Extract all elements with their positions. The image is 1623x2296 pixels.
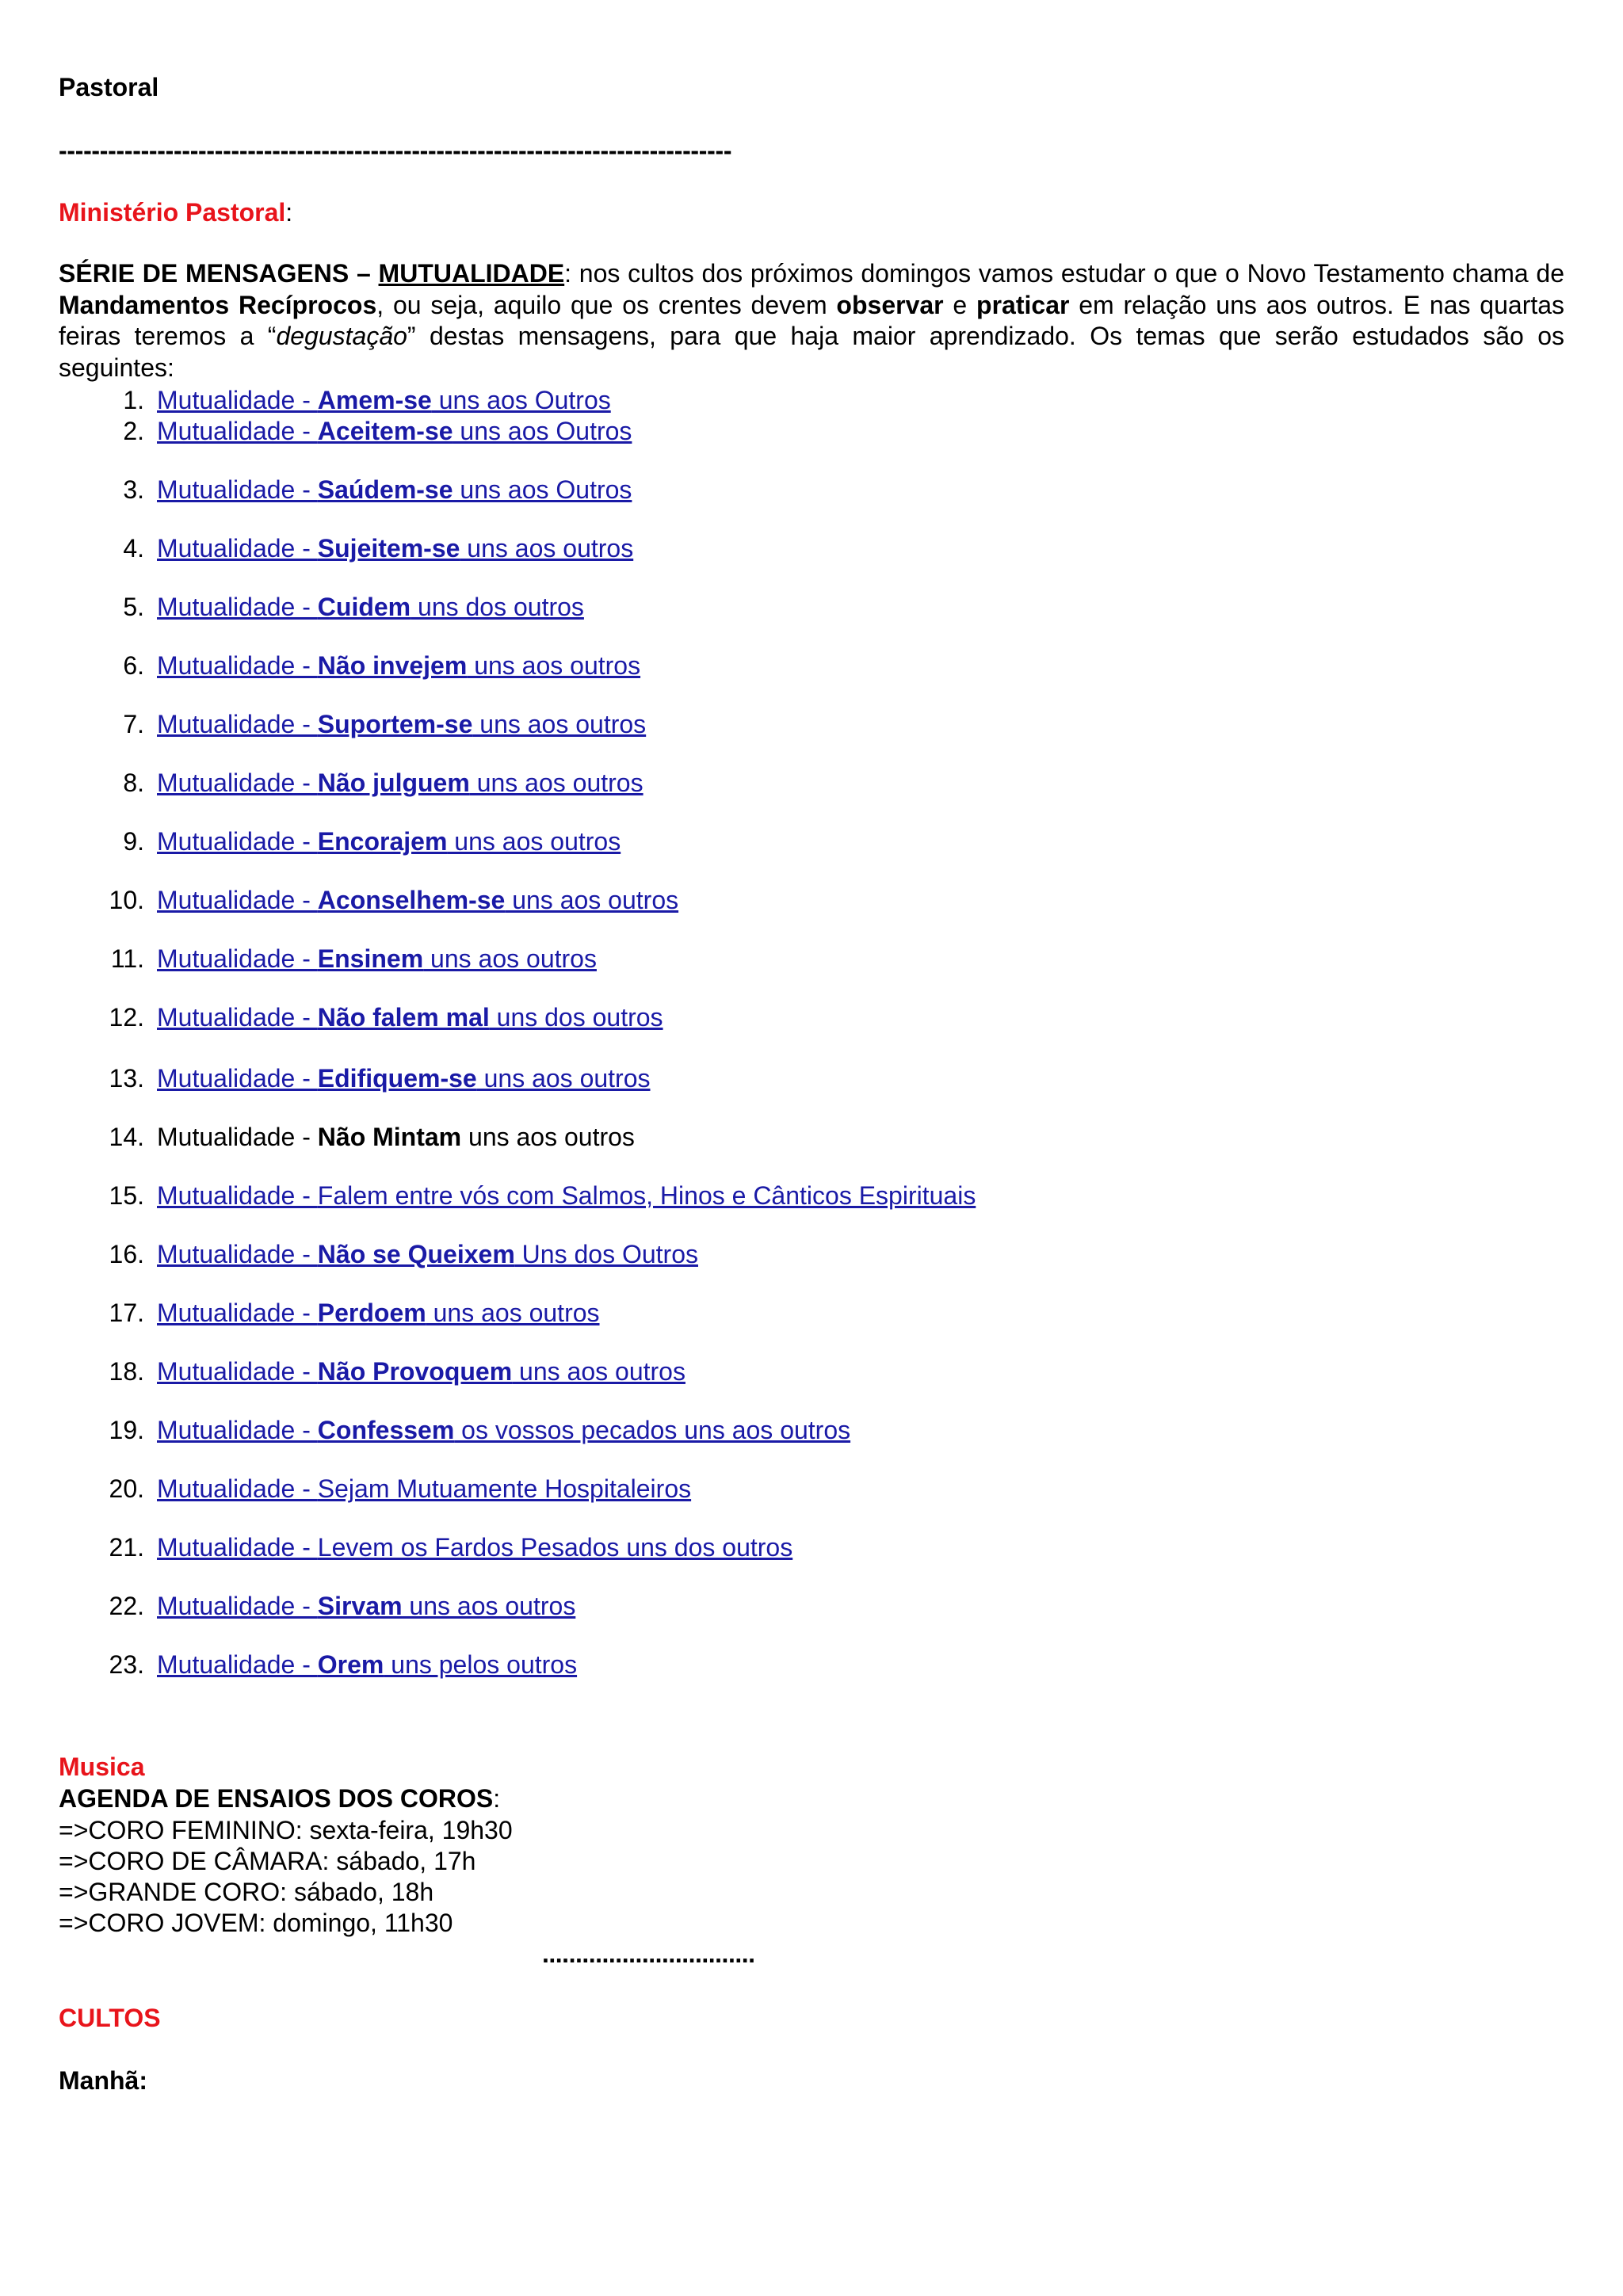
- message-link[interactable]: [157, 650, 640, 681]
- message-rest: uns aos outros: [402, 1592, 576, 1620]
- message-rest: Levem os Fardos Pesados uns dos outros: [317, 1533, 793, 1562]
- serie-text-3: e: [943, 290, 977, 319]
- musica-title: Musica: [59, 1753, 145, 1781]
- message-rest: uns aos Outros: [453, 417, 632, 445]
- message-prefix: Mutualidade -: [157, 1181, 318, 1210]
- message-prefix: Mutualidade -: [157, 769, 318, 797]
- message-keyword: Não julguem: [317, 769, 470, 797]
- message-link[interactable]: [157, 474, 632, 505]
- message-link[interactable]: [157, 384, 611, 416]
- message-rest: uns dos outros: [411, 593, 584, 621]
- message-rest: uns aos outros: [512, 1357, 685, 1386]
- cultos-title: CULTOS: [59, 2004, 161, 2032]
- message-prefix: Mutualidade -: [157, 1064, 318, 1093]
- message-rest: uns aos outros: [447, 827, 621, 856]
- message-prefix: Mutualidade -: [157, 1357, 318, 1386]
- message-keyword: Não falem mal: [317, 1003, 490, 1032]
- message-prefix: Mutualidade -: [157, 1240, 318, 1268]
- coro-line: =>CORO JOVEM: domingo, 11h30: [59, 1909, 453, 1937]
- message-rest: uns aos outros: [423, 944, 597, 973]
- message-link[interactable]: [157, 884, 678, 916]
- serie-text-2: , ou seja, aquilo que os crentes devem: [376, 290, 837, 319]
- message-keyword: Ensinem: [317, 944, 424, 973]
- message-number: 16.: [109, 1240, 144, 1268]
- message-link[interactable]: [157, 943, 597, 974]
- message-keyword: Não invejem: [317, 651, 468, 680]
- message-number: 9.: [123, 827, 144, 856]
- message-number: 1.: [123, 386, 144, 414]
- message-prefix: Mutualidade -: [157, 886, 318, 914]
- message-keyword: Não Mintam: [317, 1123, 462, 1151]
- message-keyword: Não se Queixem: [317, 1240, 515, 1268]
- message-rest: Falem entre vós com Salmos, Hinos e Cânticos Espirituais: [317, 1181, 976, 1210]
- message-rest: os vossos pecados uns aos outros: [454, 1416, 851, 1444]
- message-keyword: Cuidem: [317, 593, 411, 621]
- message-prefix: Mutualidade -: [157, 1003, 318, 1032]
- serie-text-1: : nos cultos dos próximos domingos vamos estudar o que o Novo Testamento chama de: [564, 259, 1565, 288]
- message-keyword: Aconselhem-se: [317, 886, 506, 914]
- message-keyword: Sirvam: [317, 1592, 403, 1620]
- coro-line: =>GRANDE CORO: sábado, 18h: [59, 1878, 434, 1906]
- message-keyword: Amem-se: [317, 386, 432, 414]
- message-number: 3.: [123, 475, 144, 504]
- message-number: 17.: [109, 1299, 144, 1327]
- message-number: 10.: [109, 886, 144, 914]
- message-keyword: Sujeitem-se: [317, 534, 460, 563]
- message-link[interactable]: [157, 1590, 575, 1622]
- message-title: [157, 1121, 635, 1153]
- message-link[interactable]: [157, 1473, 691, 1505]
- message-prefix: Mutualidade -: [157, 475, 318, 504]
- message-keyword: Edifiquem-se: [317, 1064, 477, 1093]
- message-prefix: Mutualidade -: [157, 1592, 318, 1620]
- message-number: 5.: [123, 593, 144, 621]
- message-link[interactable]: [157, 591, 584, 623]
- message-rest: uns aos outros: [461, 1123, 635, 1151]
- message-rest: uns aos outros: [460, 534, 634, 563]
- message-prefix: Mutualidade -: [157, 1299, 318, 1327]
- message-number: 12.: [109, 1003, 144, 1032]
- message-rest: Sejam Mutuamente Hospitaleiros: [317, 1474, 692, 1503]
- message-prefix: Mutualidade -: [157, 651, 318, 680]
- message-link[interactable]: [157, 826, 621, 857]
- ministerio-colon: :: [285, 198, 293, 227]
- message-link[interactable]: [157, 1001, 663, 1033]
- message-prefix: Mutualidade -: [157, 1474, 318, 1503]
- serie-topic: MUTUALIDADE: [378, 259, 565, 288]
- serie-text-5: ” destas mensagens, para que haja maior aprendizado. Os temas que serão estudados são os seguintes:: [59, 322, 1565, 382]
- message-number: 18.: [109, 1357, 144, 1386]
- message-number: 23.: [109, 1650, 144, 1679]
- message-link[interactable]: [157, 1180, 976, 1211]
- message-prefix: Mutualidade -: [157, 827, 318, 856]
- coro-line: =>CORO FEMININO: sexta-feira, 19h30: [59, 1816, 513, 1844]
- separator-line: ----------------------------------------------------------------------------------: [59, 136, 732, 165]
- message-number: 21.: [109, 1533, 144, 1562]
- message-number: 8.: [123, 769, 144, 797]
- message-keyword: Perdoem: [317, 1299, 426, 1327]
- message-rest: uns aos outros: [505, 886, 679, 914]
- message-link[interactable]: [157, 532, 633, 564]
- coro-line: =>CORO DE CÂMARA: sábado, 17h: [59, 1847, 476, 1875]
- serie-intro-paragraph: [59, 258, 1564, 383]
- message-link[interactable]: [157, 708, 646, 740]
- message-prefix: Mutualidade -: [157, 1416, 318, 1444]
- message-link[interactable]: [157, 1414, 850, 1446]
- serie-bold-3: praticar: [976, 290, 1070, 319]
- message-keyword: Aceitem-se: [317, 417, 453, 445]
- message-prefix: Mutualidade -: [157, 534, 318, 563]
- message-rest: uns pelos outros: [384, 1650, 578, 1679]
- message-prefix: Mutualidade -: [157, 1533, 318, 1562]
- message-rest: uns aos Outros: [431, 386, 611, 414]
- message-number: 13.: [109, 1064, 144, 1093]
- message-link[interactable]: [157, 415, 632, 447]
- message-link[interactable]: [157, 1531, 792, 1563]
- message-keyword: Orem: [317, 1650, 384, 1679]
- agenda-colon: :: [493, 1784, 501, 1813]
- message-keyword: Encorajem: [317, 827, 448, 856]
- message-link[interactable]: [157, 1649, 577, 1680]
- agenda-label: AGENDA DE ENSAIOS DOS COROS: [59, 1784, 494, 1813]
- message-keyword: Não Provoquem: [317, 1357, 513, 1386]
- serie-italic: degustação: [276, 322, 407, 350]
- message-number: 6.: [123, 651, 144, 680]
- message-number: 14.: [109, 1123, 144, 1151]
- message-rest: Uns dos Outros: [514, 1240, 698, 1268]
- ministerio-heading: [59, 196, 292, 228]
- message-number: 11.: [110, 944, 144, 973]
- message-link[interactable]: [157, 1356, 685, 1387]
- serie-label: SÉRIE DE MENSAGENS –: [59, 259, 371, 288]
- message-keyword: Saúdem-se: [317, 475, 453, 504]
- ministerio-title: Ministério Pastoral: [59, 198, 286, 227]
- message-rest: uns aos Outros: [453, 475, 632, 504]
- message-number: 2.: [123, 417, 144, 445]
- message-rest: uns aos outros: [472, 710, 647, 738]
- message-link[interactable]: [157, 1238, 698, 1270]
- message-prefix: Mutualidade -: [157, 710, 318, 738]
- message-number: 19.: [109, 1416, 144, 1444]
- manha-heading: Manhã:: [59, 2066, 147, 2095]
- agenda-heading: [59, 1783, 500, 1814]
- pastoral-heading: Pastoral: [59, 73, 159, 101]
- serie-bold-1: Mandamentos Recíprocos: [59, 290, 377, 319]
- serie-text-4: em relação uns aos outros. E nas quartas feiras teremos a “: [59, 290, 1565, 350]
- message-prefix: Mutualidade -: [157, 593, 318, 621]
- message-prefix: Mutualidade -: [157, 944, 318, 973]
- message-prefix: Mutualidade -: [157, 386, 318, 414]
- message-rest: uns aos outros: [426, 1299, 600, 1327]
- message-link[interactable]: [157, 1062, 651, 1094]
- message-number: 22.: [109, 1592, 144, 1620]
- message-keyword: Confessem: [317, 1416, 455, 1444]
- message-number: 7.: [123, 710, 144, 738]
- message-link[interactable]: [157, 767, 643, 799]
- message-number: 4.: [123, 534, 144, 563]
- dotted-separator: ................................: [542, 1939, 755, 1968]
- serie-bold-2: observar: [836, 290, 944, 319]
- message-rest: uns aos outros: [476, 1064, 651, 1093]
- message-prefix: Mutualidade -: [157, 417, 318, 445]
- message-prefix: Mutualidade -: [157, 1650, 318, 1679]
- message-number: 20.: [109, 1474, 144, 1503]
- message-keyword: Suportem-se: [317, 710, 473, 738]
- message-link[interactable]: [157, 1297, 600, 1329]
- message-number: 15.: [109, 1181, 144, 1210]
- message-rest: uns aos outros: [469, 769, 643, 797]
- message-rest: uns aos outros: [467, 651, 641, 680]
- message-rest: uns dos outros: [489, 1003, 663, 1032]
- message-prefix: Mutualidade -: [157, 1123, 318, 1151]
